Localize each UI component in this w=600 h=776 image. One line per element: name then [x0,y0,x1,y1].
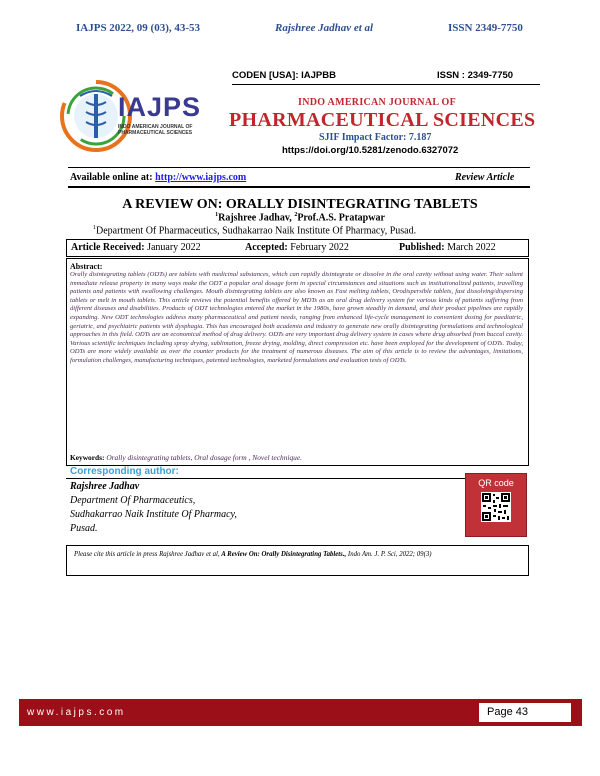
page-number: Page 43 [487,706,528,718]
accepted-label: Accepted: [245,242,291,253]
logo-wordmark: IAJPS [118,92,202,122]
author1: Rajshree Jadhav, [218,212,295,224]
keywords-label: Keywords: [70,453,107,462]
divider-thick [68,186,530,188]
keywords [70,453,302,462]
authors [0,212,600,223]
received-label: Article Received: [71,242,148,253]
corresponding-divider [66,478,527,479]
availability-label: Available online at: [70,172,156,183]
page-number-box [479,703,571,722]
citation-prefix: Please cite this article in press Rajshree Jadhav et al, [74,551,222,558]
qr-code-icon[interactable] [481,492,511,522]
published-label: Published: [399,242,448,253]
published-date: March 2022 [447,242,496,253]
citation [74,550,520,559]
author2: Prof.A.S. Pratapwar [297,212,385,224]
affil-sup: 1 [93,225,96,231]
author1-sup: 1 [215,212,219,218]
doi-link[interactable]: https://doi.org/10.5281/zenodo.6327072 [282,145,459,156]
author2-sup: 2 [294,212,298,218]
issn: ISSN : 2349-7750 [437,70,514,81]
qr-label: QR code [478,478,514,488]
abstract-text: Orally disintegrating tablets (ODTs) are tablets with medicinal substances, which can rapidly disintegrate or dissolve in the oral cavity without using water. Their salient immediate release property in many ways make the ODT a popular oral dosage form in special circumstances and situations such as institutionalized patients, travelling patients and patients with swallowing challenges. Mouth disintegrating tablets are also known as Fast melting tablets, Orodispersible tablets, fast dissolving/dispersing tablets or melt in mouth tablets. This article reviews the potential benefits offered by MDTs as an oral drug delivery system for various kinds of patients suffering from different diseases and disabilities. Products of ODT technologies entered the market in the 1980s, have grown steadily in demand, and their product pipelines are rapidly expanding. New ODT technologies address many pharmaceutical and patient needs, ranging from enhanced life-cycle management to convenient dosing for paediatric, geriatric, and psychiatric patients with dysphagia. This has encouraged both academia and industry to generate new orally disintegrating formulations and technological approaches in this field. ODTs are an economical method of drug delivery. ODTs are very important drug delivery system in cases where drug absorbed from buccal cavity. Various scientific techniques including spray drying, sublimation, freeze drying, molding, direct compression etc. have been employed for the development of ODTs. Today, ODTs are more widely available as over the counter products for the treatment of numerous diseases. The aim of this article is to review the advantages, limitations, formulation challenges, manufacturing techniques, patented technologies, marketed formulations and evaluation tests of ODTs. [70,271,524,364]
corresponding-name: Rajshree Jadhav [70,481,140,492]
footer-site[interactable]: www.iajps.com [27,707,126,718]
received-date: January 2022 [147,242,201,253]
address-line2: Sudhakarrao Naik Institute Of Pharmacy, [70,509,237,520]
corresponding-address [70,494,237,536]
journal-name-line1: INDO AMERICAN JOURNAL OF [298,97,457,108]
header-citation: IAJPS 2022, 09 (03), 43-53 [76,22,201,34]
header-author: Rajshree Jadhav et al [275,22,374,34]
divider [68,167,530,168]
impact-factor: SJIF Impact Factor: 7.187 [319,132,432,143]
page-footer [19,699,582,726]
abstract-heading: Abstract: [70,262,103,271]
accepted-date: February 2022 [290,242,349,253]
article-title: A REVIEW ON: ORALLY DISINTEGRATING TABLETS [122,197,478,212]
keywords-value: Orally disintegrating tablets, Oral dosage form , Novel technique. [106,453,302,462]
availability [70,172,246,183]
article-type: Review Article [455,172,515,183]
citation-suffix: Indo Am. J. P. Sci, 2022; 09(3) [346,551,432,558]
coden: CODEN [USA]: IAJPBB [232,70,336,81]
journal-url-link[interactable]: http://www.iajps.com [155,172,247,183]
citation-title: A Review On: Orally Disintegrating Tablets., [221,551,347,558]
qr-box [465,473,527,537]
affil-text: Department Of Pharmaceutics, Sudhakarrao Naik Institute Of Pharmacy, Pusad. [96,225,417,237]
masthead-divider [232,84,540,85]
header-issn: ISSN 2349-7750 [448,22,523,34]
affiliation [93,225,416,236]
address-line1: Department Of Pharmaceutics, [70,495,196,506]
address-line3: Pusad. [70,523,98,534]
article-dates [66,239,529,257]
logo-subtitle: INDO AMERICAN JOURNAL OF PHARMACEUTICAL SCIENCES [118,124,193,136]
corresponding-heading: Corresponding author: [70,466,179,477]
journal-name-line2: PHARMACEUTICAL SCIENCES [229,109,536,131]
